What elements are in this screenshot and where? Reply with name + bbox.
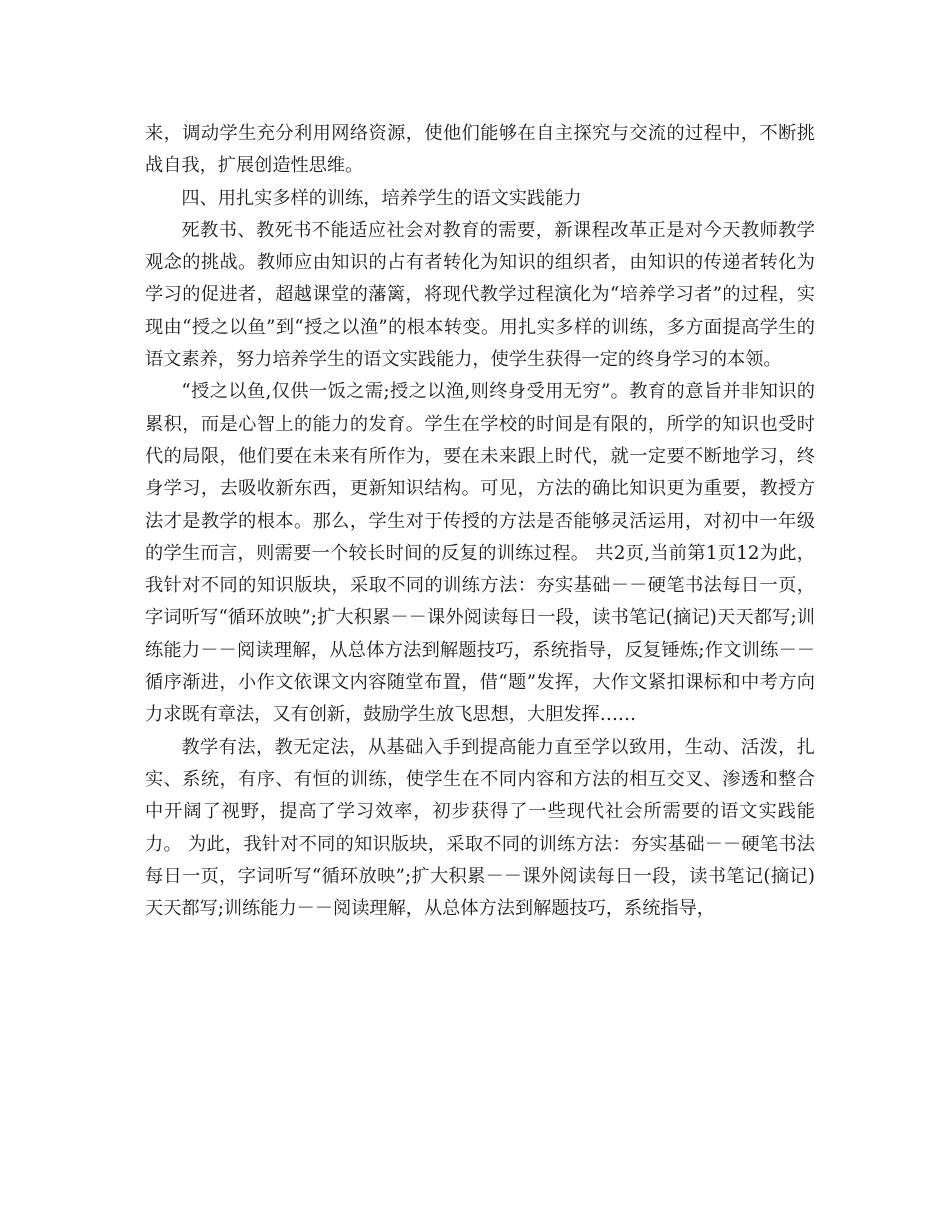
- paragraph: 教学有法，教无定法，从基础入手到提高能力直至学以致用，生动、活泼，扎实、系统，有序、有恒的训练，使学生在不同内容和方法的相互交叉、渗透和整合中开阔了视野，提高了学习效率，初步获得了一些现代社会所需要的语文实践能力。 为此，我针对不同的知识版块，采取不同的训练方法：夯实基础－－硬笔书法每日一页，字词听写“循环放映”;扩大积累－－课外阅读每日一段，读书笔记(摘记)天天都写;训练能力－－阅读理解，从总体方法到解题技巧，系统指导，: [145, 736, 815, 920]
- section-heading: 四、用扎实多样的训练，培养学生的语文实践能力: [181, 187, 582, 209]
- paragraph-continued: 来，调动学生充分利用网络资源，使他们能够在自主探究与交流的过程中，不断挑战自我，扩展创造性思维。: [145, 123, 815, 177]
- paragraph: “授之以鱼,仅供一饭之需;授之以渔,则终身受用无穷”。教育的意旨并非知识的累积，而是心智上的能力的发育。学生在学校的时间是有限的，所学的知识也受时代的局限，他们要在未来有所作为，要在未来跟上时代，就一定要不断地学习，终身学习，去吸收新东西，更新知识结构。可见，方法的确比知识更为重要，教授方法才是教学的根本。那么，学生对于传授的方法是否能够灵活运用，对初中一年级的学生而言，则需要一个较长时间的反复的训练过程。 共2页,当前第1页12为此，我针对不同的知识版块，采取不同的训练方法：夯实基础－－硬笔书法每日一页，字词听写“循环放映”;扩大积累－－课外阅读每日一段，读书笔记(摘记)天天都写;训练能力－－阅读理解，从总体方法到解题技巧，系统指导，反复锤炼;作文训练－－循序渐进，小作文依课文内容随堂布置，借“题”发挥，大作文紧扣课标和中考方向力求既有章法，又有创新，鼓励学生放飞思想，大胆发挥……: [145, 381, 815, 726]
- paragraph: 死教书、教死书不能适应社会对教育的需要，新课程改革正是对今天教师教学观念的挑战。教师应由知识的占有者转化为知识的组织者，由知识的传递者转化为学习的促进者，超越课堂的藩篱，将现代教学过程演化为“培养学习者”的过程，实现由“授之以鱼”到“授之以渔”的根本转变。用扎实多样的训练，多方面提高学生的语文素养，努力培养学生的语文实践能力，使学生获得一定的终身学习的本领。: [145, 219, 815, 371]
- document-body: [145, 118, 815, 925]
